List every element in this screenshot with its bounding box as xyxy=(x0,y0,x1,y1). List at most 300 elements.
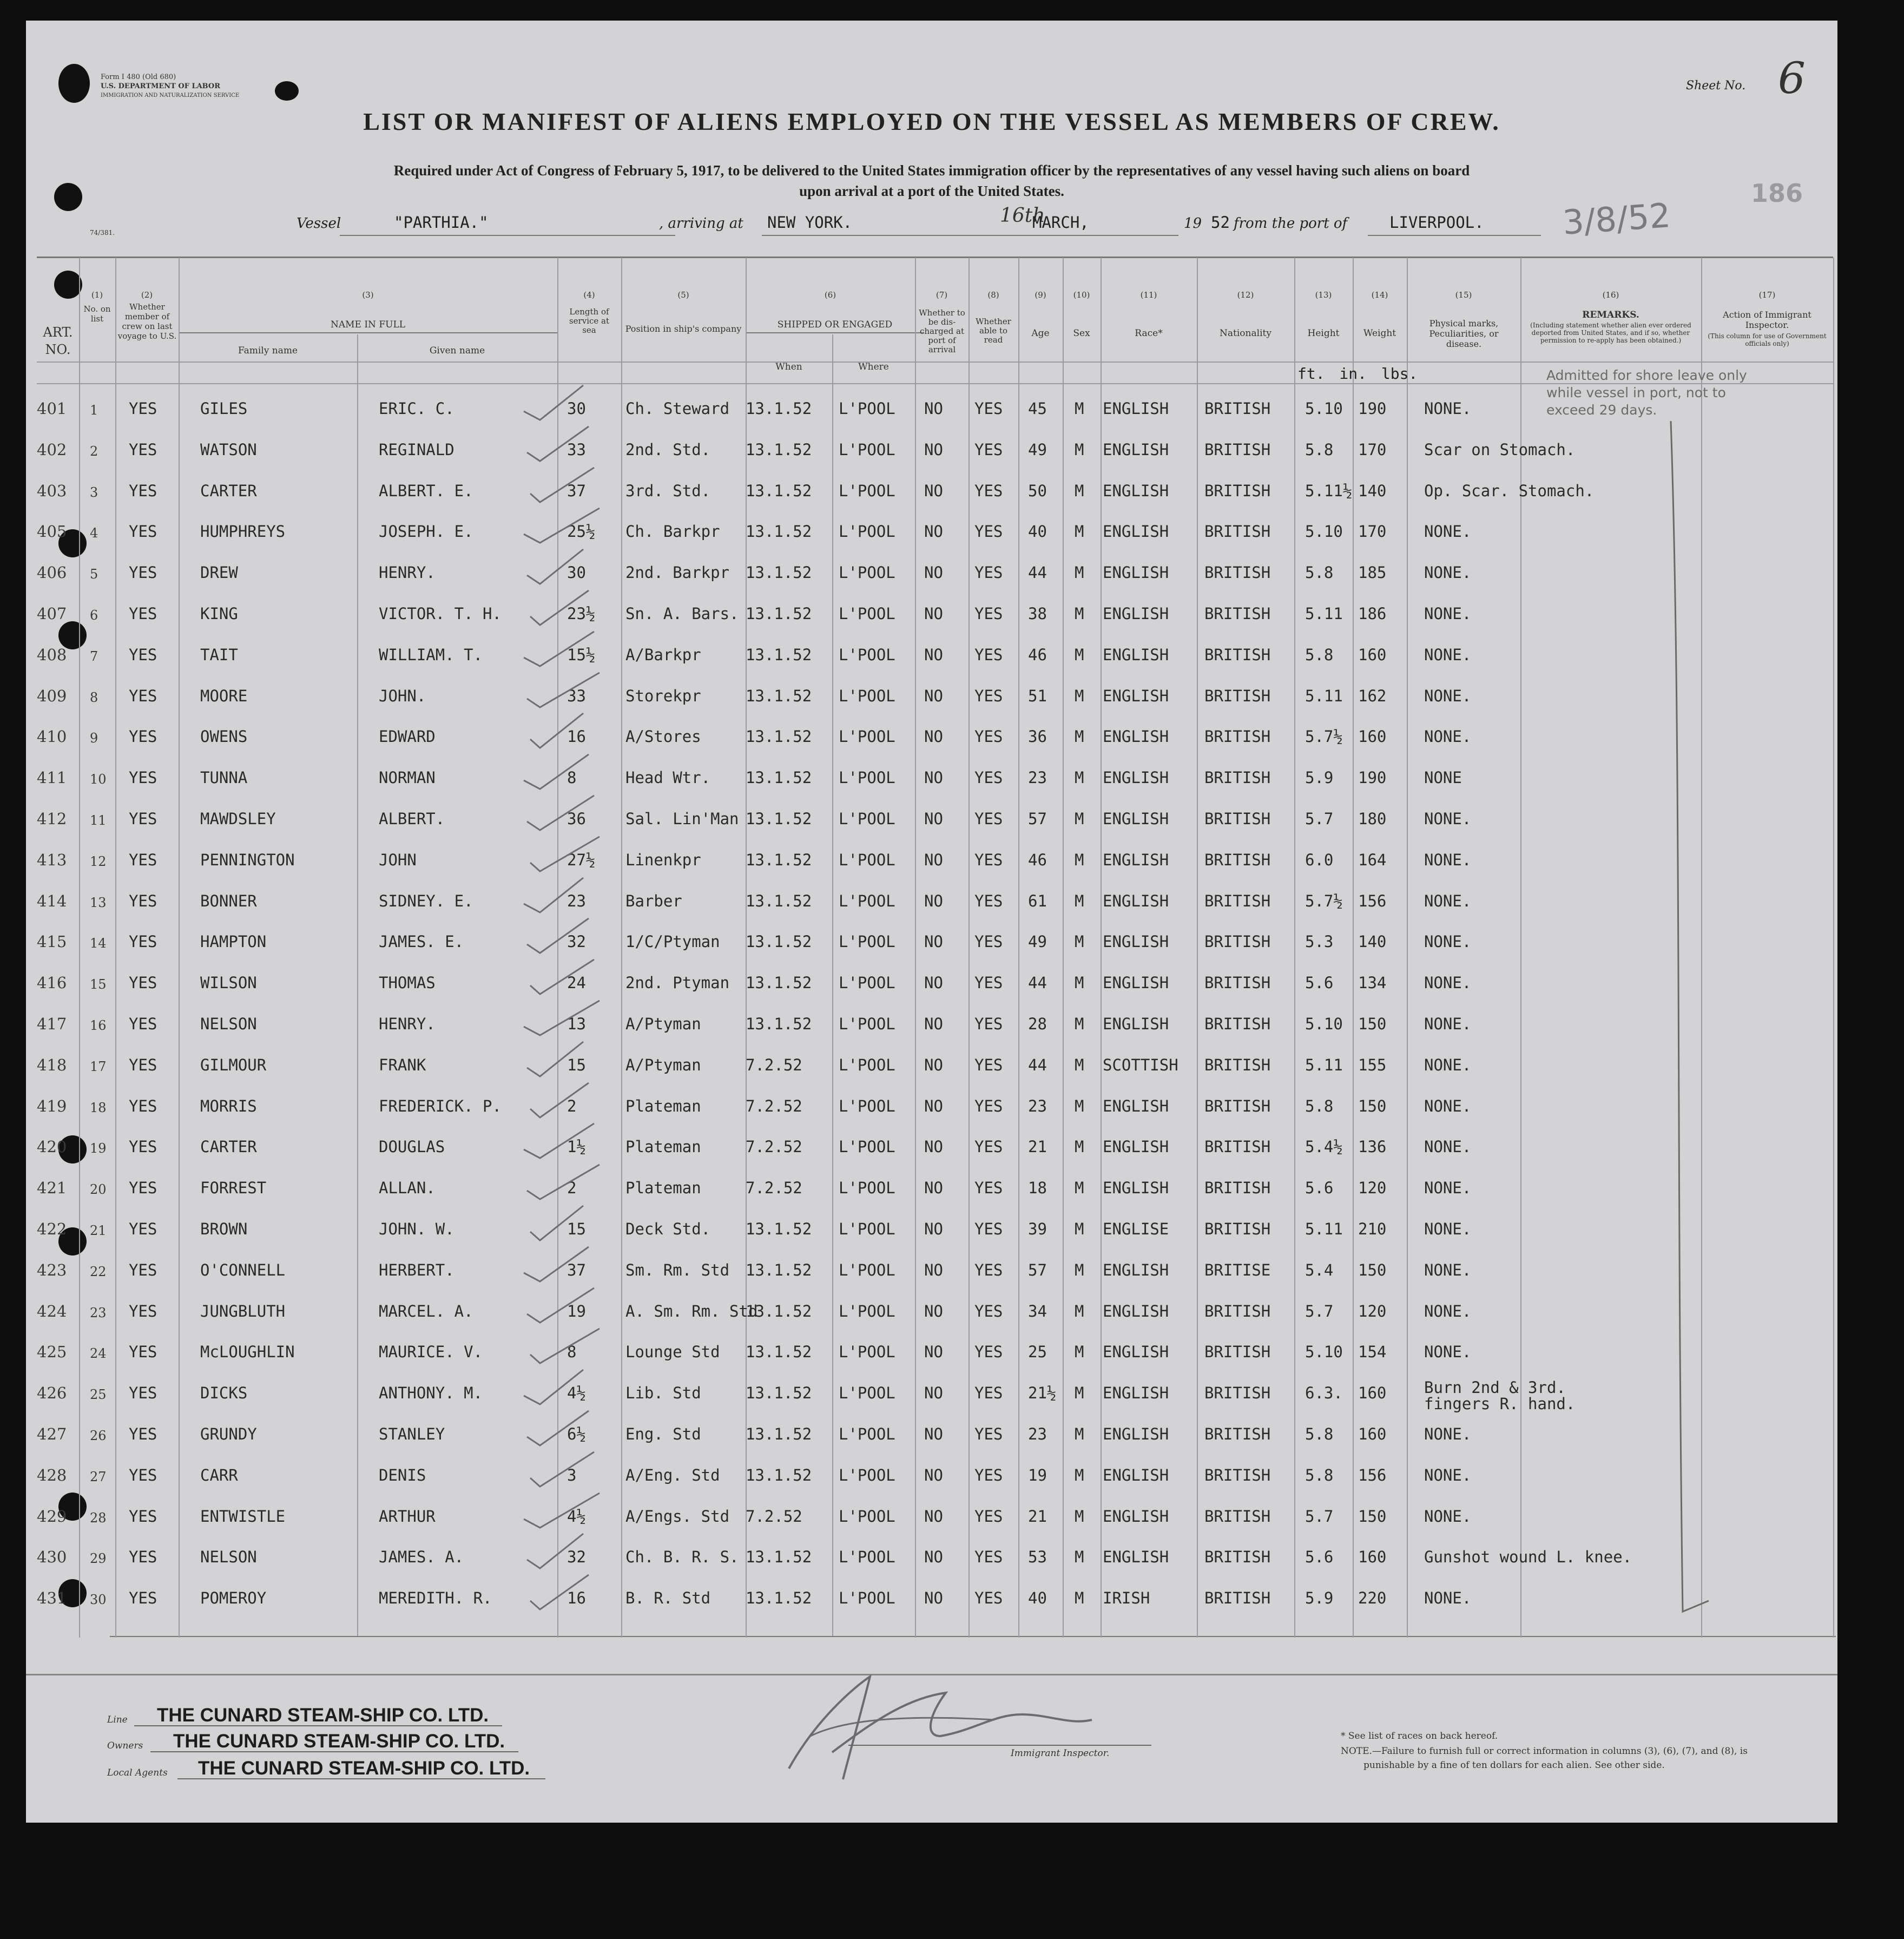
vessel-name: "PARTHIA." xyxy=(394,213,489,232)
discharge-value: NO xyxy=(924,727,943,746)
engaged-date: 13.1.52 xyxy=(746,563,812,582)
service-length: 32 xyxy=(567,1548,586,1566)
art-number: 410 xyxy=(37,727,67,746)
service-length: 33 xyxy=(567,687,586,705)
engaged-date: 13.1.52 xyxy=(746,646,812,664)
given-name: JOSEPH. E. xyxy=(379,522,473,541)
nationality-value: BRITISH xyxy=(1204,1015,1271,1033)
weight-value: 162 xyxy=(1358,687,1387,705)
header-last-voyage: Whether member of crew on last voyage to U.S. xyxy=(117,302,177,341)
discharge-value: NO xyxy=(924,1261,943,1279)
engaged-place: L'POOL xyxy=(839,1384,895,1402)
race-value: ENGLISH xyxy=(1103,768,1169,787)
discharge-value: NO xyxy=(924,687,943,705)
last-voyage-value: YES xyxy=(129,810,157,828)
physical-marks: Gunshot wound L. knee. xyxy=(1424,1548,1632,1566)
nationality-value: BRITISH xyxy=(1204,727,1271,746)
family-name: MAWDSLEY xyxy=(200,810,276,828)
table-row xyxy=(26,1589,1837,1611)
art-number: 430 xyxy=(37,1548,67,1566)
nationality-value: BRITISH xyxy=(1204,522,1271,541)
age-value: 57 xyxy=(1028,810,1047,828)
race-value: ENGLISH xyxy=(1103,851,1169,869)
nationality-value: BRITISH xyxy=(1204,851,1271,869)
last-voyage-value: YES xyxy=(129,1302,157,1320)
family-name: BONNER xyxy=(200,892,257,910)
family-name: WATSON xyxy=(200,441,257,459)
race-value: ENGLISH xyxy=(1103,604,1169,623)
sex-value: M xyxy=(1075,810,1084,828)
remark-line-2: while vessel in port, not to xyxy=(1546,385,1726,400)
ship-position: 2nd. Barkpr xyxy=(625,563,730,582)
family-name: CARTER xyxy=(200,1138,257,1156)
discharge-value: NO xyxy=(924,441,943,459)
family-name: CARR xyxy=(200,1466,238,1484)
ship-position: A/Ptyman xyxy=(625,1015,701,1033)
height-value: 5.7 xyxy=(1305,1302,1334,1320)
read-value: YES xyxy=(974,482,1003,500)
check-mark xyxy=(524,1247,589,1281)
header-physical-marks: Physical marks, Peculiarities, or disease. xyxy=(1429,318,1499,349)
discharge-value: NO xyxy=(924,1179,943,1197)
last-voyage-value: YES xyxy=(129,932,157,951)
family-name: DREW xyxy=(200,563,238,582)
discharge-value: NO xyxy=(924,1097,943,1115)
table-row xyxy=(26,1220,1837,1241)
weight-value: 134 xyxy=(1358,974,1387,992)
given-name: REGINALD xyxy=(379,441,454,459)
given-name: JOHN. xyxy=(379,687,426,705)
read-value: YES xyxy=(974,974,1003,992)
art-number: 411 xyxy=(37,768,67,787)
height-value: 5.7 xyxy=(1305,1507,1334,1526)
engaged-date: 13.1.52 xyxy=(746,1015,812,1033)
last-voyage-value: YES xyxy=(129,441,157,459)
weight-value: 160 xyxy=(1358,1425,1387,1443)
vessel-label: Vessel xyxy=(297,215,341,232)
race-value: ENGLISH xyxy=(1103,1179,1169,1197)
read-value: YES xyxy=(974,1220,1003,1238)
ship-position: Head Wtr. xyxy=(625,768,711,787)
weight-value: 160 xyxy=(1358,1548,1387,1566)
last-voyage-value: YES xyxy=(129,1343,157,1361)
engaged-place: L'POOL xyxy=(839,851,895,869)
service-length: 23½ xyxy=(567,604,596,623)
age-value: 38 xyxy=(1028,604,1047,623)
given-name: JAMES. E. xyxy=(379,932,464,951)
sex-value: M xyxy=(1075,1425,1084,1443)
height-value: 5.3 xyxy=(1305,932,1334,951)
height-value: 5.4½ xyxy=(1305,1138,1343,1156)
sex-value: M xyxy=(1075,399,1084,418)
punch-hole xyxy=(58,64,90,103)
age-value: 46 xyxy=(1028,646,1047,664)
list-number: 2 xyxy=(90,444,98,459)
check-mark xyxy=(524,754,589,789)
ship-position: Sm. Rm. Std xyxy=(625,1261,730,1279)
family-name: GRUNDY xyxy=(200,1425,257,1443)
last-voyage-value: YES xyxy=(129,522,157,541)
discharge-value: NO xyxy=(924,1466,943,1484)
sheet-label: Sheet No. xyxy=(1686,79,1746,93)
header-art-no: ART. NO. xyxy=(43,325,73,357)
physical-marks: NONE. xyxy=(1424,892,1472,910)
inspector-signature xyxy=(767,1655,1103,1796)
sex-value: M xyxy=(1075,604,1084,623)
read-value: YES xyxy=(974,1097,1003,1115)
weight-value: 190 xyxy=(1358,768,1387,787)
art-number: 423 xyxy=(37,1261,67,1279)
service-length: 8 xyxy=(567,1343,577,1361)
given-name: ALLAN. xyxy=(379,1179,436,1197)
service-length: 16 xyxy=(567,727,586,746)
line-value: THE CUNARD STEAM-SHIP CO. LTD. xyxy=(157,1705,489,1726)
discharge-value: NO xyxy=(924,932,943,951)
service-length: 25½ xyxy=(567,522,596,541)
last-voyage-value: YES xyxy=(129,1138,157,1156)
read-value: YES xyxy=(974,399,1003,418)
given-name: HENRY. xyxy=(379,1015,436,1033)
list-number: 21 xyxy=(90,1223,107,1238)
race-value: SCOTTISH xyxy=(1103,1056,1178,1074)
arrival-month: MARCH, xyxy=(1032,213,1089,232)
physical-marks: NONE. xyxy=(1424,563,1472,582)
table-row xyxy=(26,1056,1837,1077)
art-number: 422 xyxy=(37,1220,67,1238)
discharge-value: NO xyxy=(924,1056,943,1074)
discharge-value: NO xyxy=(924,1425,943,1443)
race-value: ENGLISH xyxy=(1103,1261,1169,1279)
art-number: 414 xyxy=(37,892,67,910)
weight-value: 150 xyxy=(1358,1261,1387,1279)
art-number: 424 xyxy=(37,1302,67,1320)
check-mark xyxy=(527,426,589,461)
art-number: 413 xyxy=(37,851,67,869)
discharge-value: NO xyxy=(924,1302,943,1320)
family-name: WILSON xyxy=(200,974,257,992)
height-value: 5.8 xyxy=(1305,563,1334,582)
race-value: ENGLISH xyxy=(1103,646,1169,664)
ship-position: A/Eng. Std xyxy=(625,1466,720,1484)
age-value: 23 xyxy=(1028,1425,1047,1443)
from-port-label: from the port of xyxy=(1234,215,1348,232)
engaged-date: 7.2.52 xyxy=(746,1138,802,1156)
col-num-12: (12) xyxy=(1237,290,1254,300)
check-mark xyxy=(527,1534,583,1568)
sex-value: M xyxy=(1075,768,1084,787)
art-number: 428 xyxy=(37,1466,67,1484)
read-value: YES xyxy=(974,1384,1003,1402)
engaged-date: 13.1.52 xyxy=(746,727,812,746)
header-age: Age xyxy=(1031,328,1050,339)
ship-position: Barber xyxy=(625,892,682,910)
header-position: Position in ship's company xyxy=(625,324,742,334)
engaged-date: 7.2.52 xyxy=(746,1056,802,1074)
race-value: ENGLISH xyxy=(1103,563,1169,582)
age-value: 46 xyxy=(1028,851,1047,869)
physical-marks: NONE. xyxy=(1424,1466,1472,1484)
form-code: 74/381. xyxy=(90,229,115,236)
physical-marks: NONE. xyxy=(1424,1179,1472,1197)
header-shipped-engaged: SHIPPED OR ENGAGED xyxy=(777,319,893,330)
height-value: 5.8 xyxy=(1305,1466,1334,1484)
given-name: ANTHONY. M. xyxy=(379,1384,483,1402)
art-number: 402 xyxy=(37,441,67,459)
height-value: 5.10 xyxy=(1305,1015,1343,1033)
weight-value: 164 xyxy=(1358,851,1387,869)
art-number: 407 xyxy=(37,604,67,623)
age-value: 49 xyxy=(1028,441,1047,459)
sheet-number: 6 xyxy=(1778,53,1806,103)
agents-label: Local Agents xyxy=(107,1767,168,1778)
list-number: 18 xyxy=(90,1100,107,1115)
race-value: ENGLISH xyxy=(1103,1548,1169,1566)
engaged-place: L'POOL xyxy=(839,768,895,787)
list-number: 4 xyxy=(90,525,98,541)
list-number: 29 xyxy=(90,1551,107,1566)
last-voyage-value: YES xyxy=(129,1589,157,1607)
weight-value: 220 xyxy=(1358,1589,1387,1607)
art-number: 415 xyxy=(37,932,67,951)
read-value: YES xyxy=(974,1507,1003,1526)
family-name: McLOUGHLIN xyxy=(200,1343,295,1361)
family-name: NELSON xyxy=(200,1548,257,1566)
art-number: 426 xyxy=(37,1384,67,1402)
race-value: ENGLISH xyxy=(1103,1384,1169,1402)
engaged-date: 13.1.52 xyxy=(746,1466,812,1484)
discharge-value: NO xyxy=(924,1507,943,1526)
engaged-place: L'POOL xyxy=(839,1261,895,1279)
check-mark xyxy=(530,468,594,502)
physical-marks: NONE. xyxy=(1424,1507,1472,1526)
last-voyage-value: YES xyxy=(129,646,157,664)
sex-value: M xyxy=(1075,482,1084,500)
list-number: 19 xyxy=(90,1141,107,1156)
given-name: MARCEL. A. xyxy=(379,1302,473,1320)
age-value: 51 xyxy=(1028,687,1047,705)
fine-note-line-2: punishable by a fine of ten dollars for each alien. See other side. xyxy=(1363,1760,1665,1771)
physical-marks: NONE. xyxy=(1424,1138,1472,1156)
height-value: 5.10 xyxy=(1305,1343,1343,1361)
header-inspector-action: Action of Immigrant Inspector. xyxy=(1723,310,1811,330)
given-name: DOUGLAS xyxy=(379,1138,445,1156)
race-value: ENGLISH xyxy=(1103,687,1169,705)
service-length: 4½ xyxy=(567,1507,586,1526)
col-num-1: (1) xyxy=(91,290,103,300)
ship-position: 3rd. Std. xyxy=(625,482,711,500)
age-value: 23 xyxy=(1028,1097,1047,1115)
race-value: ENGLISH xyxy=(1103,932,1169,951)
nationality-value: BRITISH xyxy=(1204,1179,1271,1197)
art-number: 418 xyxy=(37,1056,67,1074)
read-value: YES xyxy=(974,646,1003,664)
weight-value: 170 xyxy=(1358,522,1387,541)
read-value: YES xyxy=(974,1015,1003,1033)
sex-value: M xyxy=(1075,646,1084,664)
engaged-date: 13.1.52 xyxy=(746,1261,812,1279)
ship-position: A. Sm. Rm. Std xyxy=(625,1302,758,1320)
engaged-place: L'POOL xyxy=(839,1548,895,1566)
service-length: 1½ xyxy=(567,1138,586,1156)
discharge-value: NO xyxy=(924,810,943,828)
col-num-3: (3) xyxy=(362,290,374,300)
check-mark xyxy=(524,508,599,543)
nationality-value: BRITISH xyxy=(1204,768,1271,787)
family-name: POMEROY xyxy=(200,1589,267,1607)
sex-value: M xyxy=(1075,441,1084,459)
race-value: ENGLISH xyxy=(1103,1343,1169,1361)
family-name: ENTWISTLE xyxy=(200,1507,286,1526)
given-name: VICTOR. T. H. xyxy=(379,604,502,623)
check-mark xyxy=(524,878,583,912)
nationality-value: BRITISE xyxy=(1204,1261,1271,1279)
given-name: EDWARD xyxy=(379,727,436,746)
check-mark xyxy=(524,1123,594,1158)
nationality-value: BRITISH xyxy=(1204,482,1271,500)
check-mark xyxy=(530,590,589,625)
service-name: IMMIGRATION AND NATURALIZATION SERVICE xyxy=(101,93,240,98)
nationality-value: BRITISH xyxy=(1204,687,1271,705)
family-name: KING xyxy=(200,604,238,623)
check-mark xyxy=(524,385,583,420)
table-row xyxy=(26,604,1837,626)
ship-position: Ch. Barkpr xyxy=(625,522,720,541)
height-value: 5.11½ xyxy=(1305,482,1353,500)
engaged-date: 13.1.52 xyxy=(746,441,812,459)
given-name: ERIC. C. xyxy=(379,399,454,418)
given-name: SIDNEY. E. xyxy=(379,892,473,910)
table-row xyxy=(26,1548,1837,1569)
last-voyage-value: YES xyxy=(129,1261,157,1279)
discharge-value: NO xyxy=(924,768,943,787)
year-prefix: 19 xyxy=(1184,215,1202,232)
list-number: 6 xyxy=(90,608,98,623)
ship-position: A/Barkpr xyxy=(625,646,701,664)
given-name: ALBERT. xyxy=(379,810,445,828)
engaged-date: 13.1.52 xyxy=(746,810,812,828)
check-mark xyxy=(530,959,594,994)
nationality-value: BRITISH xyxy=(1204,1589,1271,1607)
discharge-value: NO xyxy=(924,399,943,418)
race-value: ENGLISH xyxy=(1103,810,1169,828)
check-mark xyxy=(530,1329,599,1363)
family-name: HUMPHREYS xyxy=(200,522,286,541)
table-row xyxy=(26,892,1837,913)
race-value: ENGLISH xyxy=(1103,1425,1169,1443)
given-name: ALBERT. E. xyxy=(379,482,473,500)
given-name: MEREDITH. R. xyxy=(379,1589,492,1607)
read-value: YES xyxy=(974,810,1003,828)
table-row xyxy=(26,1179,1837,1200)
header-no-on-list: No. on list xyxy=(83,304,111,324)
ship-position: Plateman xyxy=(625,1097,701,1115)
sex-value: M xyxy=(1075,974,1084,992)
physical-marks: Scar on Stomach. xyxy=(1424,441,1576,459)
physical-marks: NONE. xyxy=(1424,1589,1472,1607)
art-number: 406 xyxy=(37,563,67,582)
race-value: ENGLISH xyxy=(1103,727,1169,746)
table-row xyxy=(26,1138,1837,1159)
sex-value: M xyxy=(1075,1015,1084,1033)
col-num-2: (2) xyxy=(141,290,153,300)
ship-position: A/Stores xyxy=(625,727,701,746)
ship-position: Plateman xyxy=(625,1138,701,1156)
engaged-place: L'POOL xyxy=(839,563,895,582)
last-voyage-value: YES xyxy=(129,974,157,992)
ship-position: 2nd. Std. xyxy=(625,441,711,459)
header-discharged: Whether to be dis-charged at port of arrival xyxy=(919,308,965,354)
read-value: YES xyxy=(974,1589,1003,1607)
read-value: YES xyxy=(974,1302,1003,1320)
service-length: 8 xyxy=(567,768,577,787)
weight-value: 150 xyxy=(1358,1015,1387,1033)
race-value: ENGLISH xyxy=(1103,399,1169,418)
engaged-date: 13.1.52 xyxy=(746,1302,812,1320)
physical-marks: NONE. xyxy=(1424,399,1472,418)
sex-value: M xyxy=(1075,1097,1084,1115)
physical-marks: NONE. xyxy=(1424,1015,1472,1033)
discharge-value: NO xyxy=(924,1384,943,1402)
height-value: 5.8 xyxy=(1305,1097,1334,1115)
art-number: 403 xyxy=(37,482,67,500)
discharge-value: NO xyxy=(924,646,943,664)
table-row xyxy=(26,768,1837,790)
art-number: 405 xyxy=(37,522,67,541)
engaged-date: 7.2.52 xyxy=(746,1507,802,1526)
physical-marks: NONE. xyxy=(1424,932,1472,951)
col-num-11: (11) xyxy=(1140,290,1157,300)
table-row xyxy=(26,399,1837,421)
engaged-place: L'POOL xyxy=(839,1097,895,1115)
weight-value: 160 xyxy=(1358,646,1387,664)
discharge-value: NO xyxy=(924,1138,943,1156)
sex-value: M xyxy=(1075,1466,1084,1484)
weight-value: 156 xyxy=(1358,892,1387,910)
table-row xyxy=(26,1466,1837,1488)
family-name: DICKS xyxy=(200,1384,248,1402)
arrival-day: 16th xyxy=(1000,205,1045,227)
nationality-value: BRITISH xyxy=(1204,441,1271,459)
table-row xyxy=(26,727,1837,749)
fine-note-line-1: NOTE.—Failure to furnish full or correct information in columns (3), (6), (7), and (8), is xyxy=(1341,1746,1748,1757)
col-num-17: (17) xyxy=(1758,290,1776,300)
nationality-value: BRITISH xyxy=(1204,1384,1271,1402)
physical-marks: NONE. xyxy=(1424,1302,1472,1320)
remark-line-3: exceed 29 days. xyxy=(1546,402,1657,418)
service-length: 32 xyxy=(567,932,586,951)
age-value: 57 xyxy=(1028,1261,1047,1279)
weight-value: 140 xyxy=(1358,932,1387,951)
age-value: 18 xyxy=(1028,1179,1047,1197)
physical-marks: NONE. xyxy=(1424,974,1472,992)
engaged-place: L'POOL xyxy=(839,892,895,910)
engaged-date: 13.1.52 xyxy=(746,974,812,992)
engaged-place: L'POOL xyxy=(839,1589,895,1607)
age-value: 44 xyxy=(1028,563,1047,582)
check-mark xyxy=(524,632,594,666)
header-name-in-full: NAME IN FULL xyxy=(330,319,406,330)
last-voyage-value: YES xyxy=(129,1097,157,1115)
engaged-date: 13.1.52 xyxy=(746,1384,812,1402)
inspector-label: Immigrant Inspector. xyxy=(1011,1748,1110,1759)
ship-position: Ch. B. R. S. xyxy=(625,1548,739,1566)
art-number: 419 xyxy=(37,1097,67,1115)
physical-marks: NONE. xyxy=(1424,522,1472,541)
ship-position: B. R. Std xyxy=(625,1589,711,1607)
service-length: 37 xyxy=(567,1261,586,1279)
race-value: ENGLISH xyxy=(1103,1138,1169,1156)
art-number: 420 xyxy=(37,1138,67,1156)
